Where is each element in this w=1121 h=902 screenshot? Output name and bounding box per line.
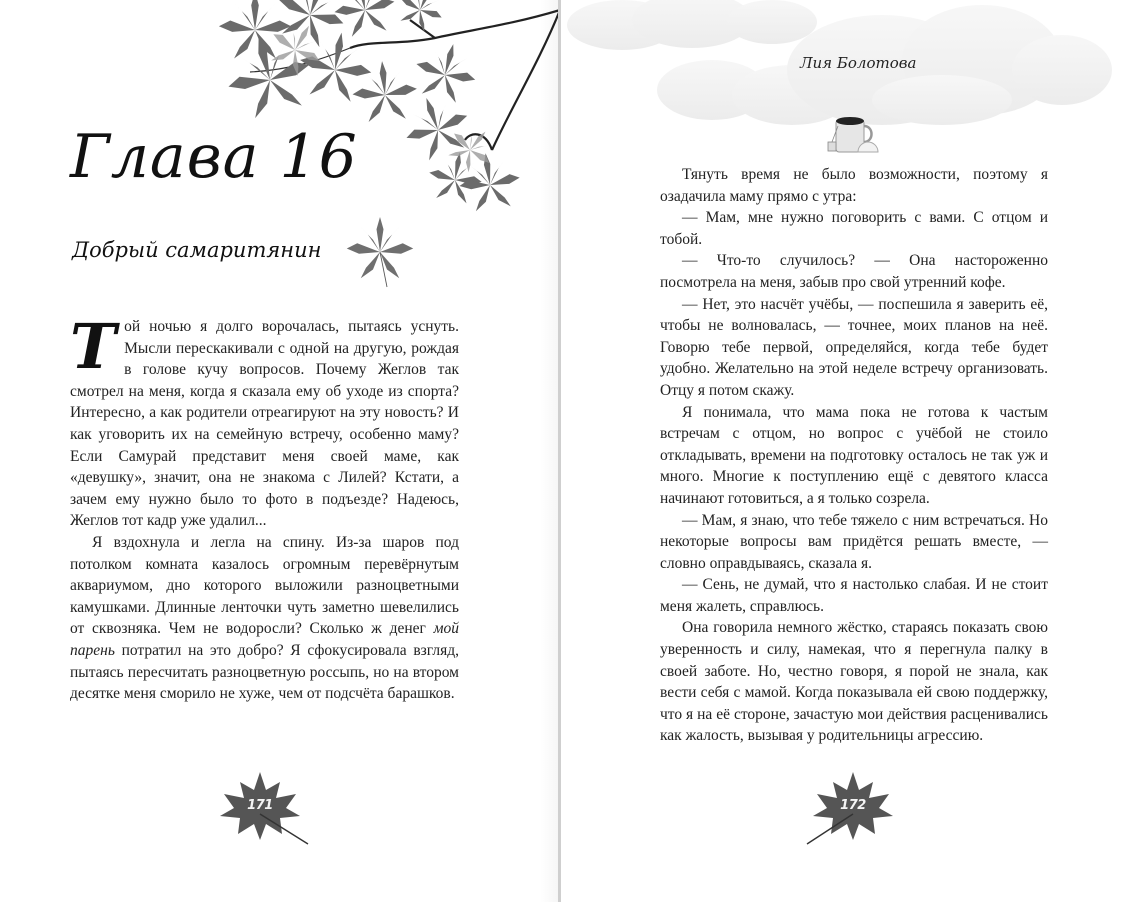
page-gutter-divider (558, 0, 561, 902)
gutter-shadow (540, 0, 558, 902)
paragraph: Она говорила немного жёстко, стараясь показать свою уверенность и силу, намекая, что я перегнула палку в своей заботе. Но, честно говоря, я порой не знала, как вести себя с мамой. Когда показывала ей свою поддержку, что я на её стороне, зачастую мои действия расценивались как жалость, вызывая у родительницы агрессию. (660, 619, 1048, 745)
page-number: 172 (840, 798, 866, 813)
paragraph: Той ночью я долго ворочалась, пытаясь уснуть. Мысли перескакивали с одной на другую, рождая в голове кучу вопросов. Почему Жеглов так смотрел на меня, когда я сказала ему об уходе из спорта? Интересно, а как родители отреагируют на эту новость? И как уговорить их на семейную встречу, особенно маму? Если Самурай представит меня своей маме, как «девушку», значит, она не знакома с Лилей? Кстати, а зачем ему нужно было то фото в подъезде? Надеюсь, Жеглов тот кадр уже удалил... (70, 310, 459, 530)
paragraph: Тянуть время не было возможности, поэтому я озадачила маму прямо с утра: (660, 166, 1048, 205)
left-page-body (70, 310, 459, 705)
paragraph: Я вздохнула и легла на спину. Из-за шаров под потолком комната казалось огромным перевёрнутым аквариумом, дно которого выложили разноцветными камушками. Длинные ленточки чуть заметно шевелились от сквозняка. Чем не водоросли? Сколько ж денег мой парень потратил на это добро? Я сфокусировала взгляд, пытаясь пересчитать разноцветную россыпь, но на втором десятке меня сморило не хуже, чем от подсчёта барашков. (70, 533, 459, 703)
teacup-icon (826, 112, 880, 160)
drop-cap: Т (70, 310, 117, 383)
page-number: 171 (247, 798, 273, 813)
left-page (0, 0, 559, 902)
page-number-ornament (803, 768, 903, 848)
chapter-title: Глава 16 (70, 122, 358, 192)
paragraph: — Что-то случилось? — Она настороженно посмотрела на меня, забыв про свой утренний кофе. (660, 252, 1048, 291)
paragraph: — Мам, мне нужно поговорить с вами. С отцом и тобой. (660, 209, 1048, 248)
right-page-body (660, 164, 1048, 747)
paragraph: — Сень, не думай, что я настолько слабая. И не стоит меня жалеть, справлюсь. (660, 576, 1048, 615)
paragraph: — Мам, я знаю, что тебе тяжело с ним встречаться. Но некоторые вопросы вам придётся решать вместе, — словно оправдываясь, сказала я. (660, 511, 1048, 572)
paragraph: Я понимала, что мама пока не готова к частым встречам с отцом, но вопрос с учёбой не стоило откладывать, времени на подготовку осталось не так уж и много. Многие к поступлению ещё с девятого класса начинают готовиться, а я только созрела. (660, 403, 1048, 507)
italic-phrase: мой парень (70, 620, 459, 659)
running-head-author: Лия Болотова (800, 54, 917, 72)
page-number-ornament (210, 768, 310, 848)
maple-leaf-ornament-icon (345, 212, 415, 292)
chapter-subtitle: Добрый самаритянин (72, 238, 322, 262)
paragraph: — Нет, это насчёт учёбы, — поспешила я заверить её, чтобы не волновалась, — точнее, моих планов на неё. Говорю тебе первой, определяйся, когда тебе будет удобно. Желательно на этой неделе встречу организовать. Отцу я потом скажу. (660, 295, 1048, 399)
